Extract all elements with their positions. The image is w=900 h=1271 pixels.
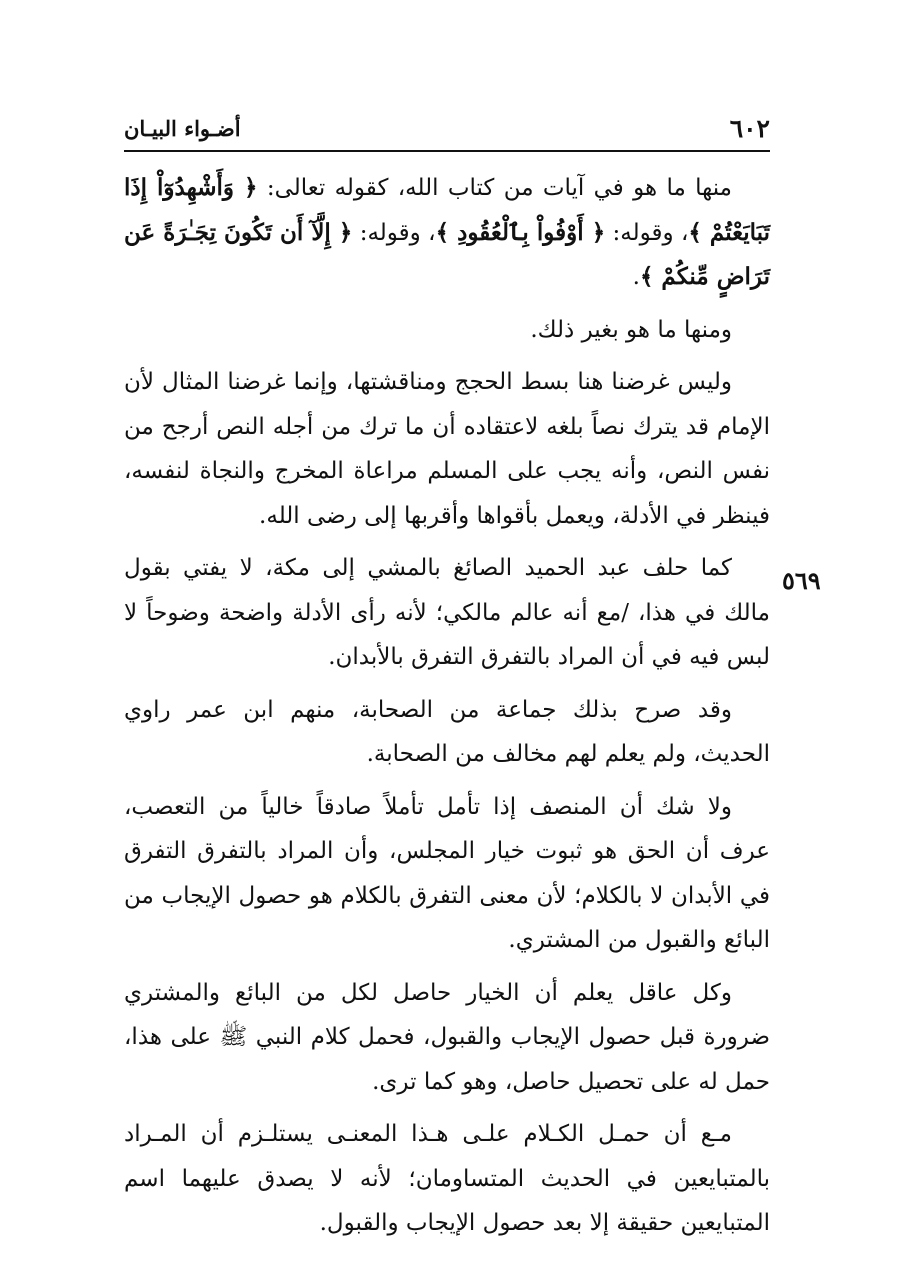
paragraph: ولا شك أن المنصف إذا تأمل تأملاً صادقاً خالياً من التعصب، عرف أن الحق هو ثبوت خيار المجلس، وأن المراد بالتفرق التفرق في الأبدان لا بالكلام؛ لأن معنى التفرق بالكلام هو حصول الإيجاب من البائع والقبول من المشتري.: [124, 793, 770, 953]
paragraph: وكل عاقل يعلم أن الخيار حاصل لكل من البائع والمشتري ضرورة قبل حصول الإيجاب والقبول، فحمل كلام النبي ﷺ على هذا، حمل له على تحصيل حاصل، وهو كما ترى.: [124, 979, 770, 1095]
paragraph-text: ، وقوله:: [352, 219, 436, 246]
main-text: [124, 166, 770, 1254]
paragraph: مـع أن حمـل الكـلام علـى هـذا المعنـى يستلـزم أن المـراد بالمتبايعين في الحديث المتساومان؛ لأنه لا يصدق عليهما اسم المتبايعين حقيقة إلا بعد حصول الإيجاب والقبول.: [124, 1121, 770, 1236]
paragraph: وليس غرضنا هنا بسط الحجج ومناقشتها، وإنما غرضنا المثال لأن الإمام قد يترك نصاً بلغه لاعتقاده أن ما ترك من أجله النص أرجح من نفس النص، وأنه يجب على المسلم مراعاة المخرج والنجاة لنفسه، فينظر في الأدلة، ويعمل بأقواها وأقربها إلى رضى الله.: [124, 369, 770, 529]
paragraph-text: منها ما هو في آيات من كتاب الله، كقوله تعالى:: [257, 175, 732, 201]
margin-page-reference: ٥٦٩: [782, 566, 821, 595]
paragraph: وقد صرح بذلك جماعة من الصحابة، منهم ابن عمر راوي الحديث، ولم يعلم لهم مخالف من الصحابة.: [124, 696, 770, 767]
running-header: [124, 112, 770, 148]
page-number: ٦٠٢: [729, 114, 770, 143]
paragraph-text: ، وقوله:: [605, 219, 689, 246]
paragraph: كما حلف عبد الحميد الصائغ بالمشي إلى مكة، لا يفتي بقول مالك في هذا، /مع أنه عالم مالكي؛ لأنه رأى الأدلة واضحة وضوحاً لا لبس فيه في أن المراد بالتفرق التفرق بالأبدان.: [124, 555, 770, 670]
paragraph-text: .: [632, 264, 640, 290]
header-divider: [124, 150, 770, 152]
quran-verse: ﴿ أَوْفُواْ بِٱلْعُقُودِ ﴾: [435, 218, 606, 246]
paragraph: ومنها ما هو بغير ذلك.: [530, 316, 732, 343]
quran-verse: ﴿ وَأَشْهِدُوٓاْ إِذَا تَبَايَعْتُمْ ﴾: [124, 174, 770, 246]
book-title: أضـواء البيـان: [124, 116, 241, 141]
quran-verse: ﴿ إِلَّآ أَن تَكُونَ تِجَـٰرَةً عَن تَرَاضٍ مِّنكُمْ ﴾: [124, 218, 770, 290]
paragraph-quran-citations: [124, 166, 770, 300]
